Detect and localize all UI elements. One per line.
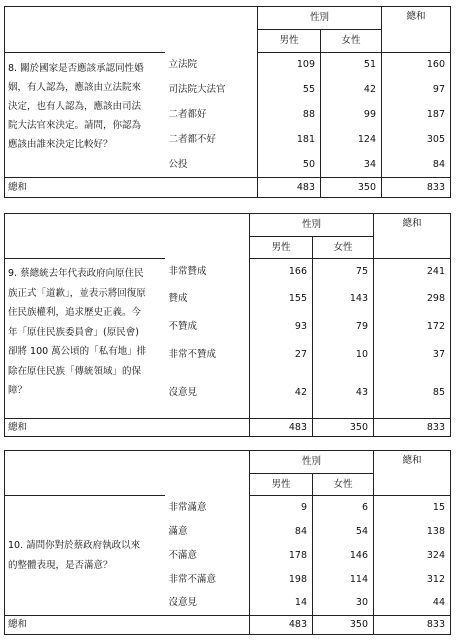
total-header: 總和 [374, 451, 451, 496]
cell-female: 146 [313, 544, 374, 568]
question-text: 10. 請問你對於蔡政府執政以來 的整體表現，是否滿意？ [5, 496, 165, 616]
cell-male: 166 [250, 259, 313, 285]
cell-total: 138 [374, 520, 451, 544]
cell-male: 155 [250, 285, 313, 313]
cell-female: 124 [321, 128, 382, 153]
cell-total: 172 [374, 313, 451, 341]
corner-cell [5, 7, 258, 53]
group-header: 性別 [258, 7, 382, 30]
crosstab-table-q8 [4, 6, 451, 198]
cell-total: 85 [374, 369, 451, 419]
total-all: 833 [382, 178, 451, 198]
total-all: 833 [374, 616, 451, 635]
cell-total: 97 [382, 78, 451, 103]
cell-total: 15 [374, 496, 451, 520]
cell-total: 305 [382, 128, 451, 153]
cell-total: 44 [374, 592, 451, 616]
cell-male: 84 [250, 520, 313, 544]
question-text: 9. 蔡總統去年代表政府向原住民 族正式「道歉」，並表示將回復原 住民族權利，追求歷史正義。今 年「原住民族委員會」(原民會) 卻將 100 萬公頃的「私有地」排 除在原住民族「傳統領域」的保 障？ [5, 259, 165, 419]
cell-female: 6 [313, 496, 374, 520]
total-header: 總和 [374, 214, 451, 259]
col-header-female: 女性 [321, 30, 382, 53]
cell-female: 54 [313, 520, 374, 544]
col-header-male: 男性 [250, 237, 313, 259]
row-label: 非常贊成 [165, 259, 250, 285]
group-header: 性別 [250, 451, 374, 474]
row-label: 二者都好 [165, 103, 258, 128]
cell-male: 178 [250, 544, 313, 568]
cell-male: 9 [250, 496, 313, 520]
row-label: 不贊成 [165, 313, 250, 341]
col-header-male: 男性 [250, 474, 313, 496]
row-label: 公投 [165, 153, 258, 178]
cell-total: 160 [382, 53, 451, 78]
total-male: 483 [250, 616, 313, 635]
group-header: 性別 [250, 214, 374, 237]
total-female: 350 [313, 616, 374, 635]
cell-total: 324 [374, 544, 451, 568]
col-header-male: 男性 [258, 30, 321, 53]
cell-male: 181 [258, 128, 321, 153]
question-text: 8. 關於國家是否應該承認同性婚 姻，有人認為，應該由立法院來 決定，也有人認為，應該由司法 院大法官來決定。請問，你認為 應該由誰來決定比較好？ [5, 53, 165, 178]
cell-female: 114 [313, 568, 374, 592]
col-header-female: 女性 [313, 474, 374, 496]
cell-female: 30 [313, 592, 374, 616]
cell-female: 43 [313, 369, 374, 419]
cell-male: 55 [258, 78, 321, 103]
cell-male: 93 [250, 313, 313, 341]
cell-male: 88 [258, 103, 321, 128]
cell-female: 143 [313, 285, 374, 313]
total-row-label: 總和 [5, 616, 250, 635]
cell-total: 241 [374, 259, 451, 285]
row-label: 滿意 [165, 520, 250, 544]
cell-total: 37 [374, 341, 451, 369]
row-label: 不滿意 [165, 544, 250, 568]
cell-male: 198 [250, 568, 313, 592]
row-label: 非常滿意 [165, 496, 250, 520]
cell-female: 51 [321, 53, 382, 78]
row-label: 沒意見 [165, 592, 250, 616]
cell-male: 27 [250, 341, 313, 369]
cell-female: 99 [321, 103, 382, 128]
cell-female: 75 [313, 259, 374, 285]
total-header: 總和 [382, 7, 451, 53]
cell-female: 34 [321, 153, 382, 178]
total-female: 350 [321, 178, 382, 198]
total-male: 483 [250, 419, 313, 437]
cell-male: 50 [258, 153, 321, 178]
total-row-label: 總和 [5, 419, 250, 437]
cell-total: 298 [374, 285, 451, 313]
cell-total: 312 [374, 568, 451, 592]
total-male: 483 [258, 178, 321, 198]
corner-cell [5, 214, 250, 259]
cell-male: 42 [250, 369, 313, 419]
cell-total: 84 [382, 153, 451, 178]
row-label: 贊成 [165, 285, 250, 313]
row-label: 二者都不好 [165, 128, 258, 153]
row-label: 沒意見 [165, 369, 250, 419]
corner-cell [5, 451, 250, 496]
col-header-female: 女性 [313, 237, 374, 259]
cell-male: 109 [258, 53, 321, 78]
row-label: 非常不滿意 [165, 568, 250, 592]
total-female: 350 [313, 419, 374, 437]
row-label: 非常不贊成 [165, 341, 250, 369]
row-label: 司法院大法官 [165, 78, 258, 103]
cell-total: 187 [382, 103, 451, 128]
cell-male: 14 [250, 592, 313, 616]
crosstab-table-q9 [4, 213, 451, 437]
total-all: 833 [374, 419, 451, 437]
cell-female: 79 [313, 313, 374, 341]
total-row-label: 總和 [5, 178, 258, 198]
cell-female: 10 [313, 341, 374, 369]
crosstab-table-q10 [4, 450, 451, 635]
cell-female: 42 [321, 78, 382, 103]
row-label: 立法院 [165, 53, 258, 78]
